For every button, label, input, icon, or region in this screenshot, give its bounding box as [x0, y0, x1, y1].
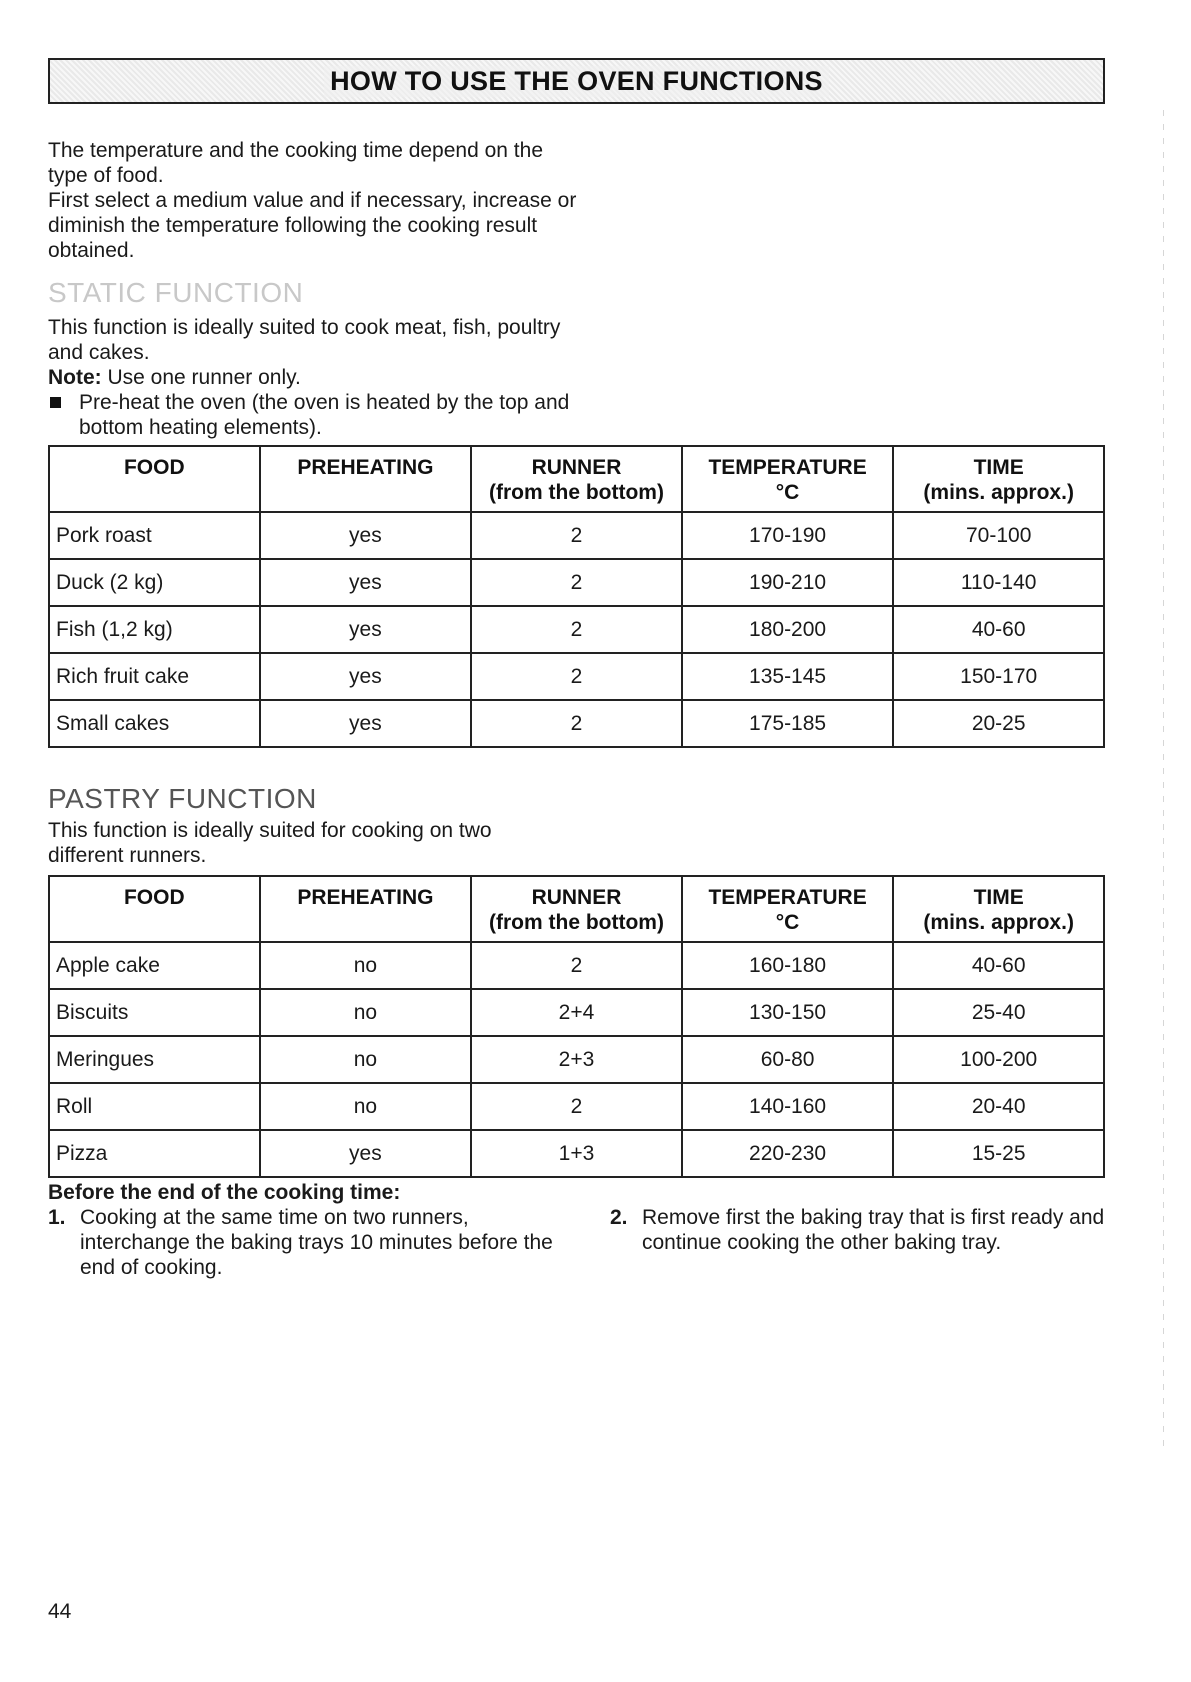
cell-time: 110-140: [893, 559, 1104, 606]
cell-food: Pizza: [49, 1130, 260, 1177]
table-row: [49, 512, 1104, 559]
intro-line: obtained.: [48, 239, 135, 262]
header-food: FOOD: [49, 876, 260, 942]
cell-preheating: yes: [260, 1130, 472, 1177]
cell-preheating: yes: [260, 606, 472, 653]
step-number: 2.: [610, 1206, 628, 1229]
cell-preheating: yes: [260, 559, 472, 606]
cell-food: Rich fruit cake: [49, 653, 260, 700]
cell-temperature: 170-190: [682, 512, 894, 559]
before-end-heading: Before the end of the cooking time:: [48, 1181, 401, 1204]
table-row: [49, 653, 1104, 700]
header-food: FOOD: [49, 446, 260, 512]
page-title: HOW TO USE THE OVEN FUNCTIONS: [324, 66, 829, 97]
pastry-function-heading: PASTRY FUNCTION: [48, 783, 317, 814]
cell-temperature: 130-150: [682, 989, 894, 1036]
static-note: [48, 365, 568, 390]
cell-preheating: no: [260, 942, 472, 989]
static-description: [48, 315, 568, 440]
pastry-desc-line: different runners.: [48, 844, 207, 867]
cell-time: 150-170: [893, 653, 1104, 700]
table-row: [49, 606, 1104, 653]
cell-runner: 2: [471, 653, 682, 700]
cell-preheating: yes: [260, 700, 472, 747]
cell-preheating: no: [260, 1036, 472, 1083]
note-text: Use one runner only.: [101, 366, 301, 389]
cell-food: Apple cake: [49, 942, 260, 989]
cell-time: 20-40: [893, 1083, 1104, 1130]
bullet-line: Pre-heat the oven (the oven is heated by the top and: [79, 391, 570, 414]
header-temperature: TEMPERATURE °C: [682, 876, 894, 942]
table-row: [49, 1036, 1104, 1083]
cell-runner: 2+4: [471, 989, 682, 1036]
cell-runner: 2: [471, 1083, 682, 1130]
cell-time: 25-40: [893, 989, 1104, 1036]
cell-time: 100-200: [893, 1036, 1104, 1083]
cell-temperature: 190-210: [682, 559, 894, 606]
before-end-section: [48, 1180, 1105, 1279]
table-row: [49, 989, 1104, 1036]
cell-runner: 2+3: [471, 1036, 682, 1083]
header-preheating: PREHEATING: [260, 876, 472, 942]
cell-temperature: 60-80: [682, 1036, 894, 1083]
table-header-row: [49, 876, 1104, 942]
scan-edge-divider: [1163, 110, 1164, 1450]
cell-temperature: 160-180: [682, 942, 894, 989]
cell-runner: 1+3: [471, 1130, 682, 1177]
table-row: [49, 942, 1104, 989]
header-runner: RUNNER (from the bottom): [471, 446, 682, 512]
static-function-heading: STATIC FUNCTION: [48, 277, 304, 308]
page-number: 44: [48, 1600, 72, 1623]
cell-preheating: yes: [260, 653, 472, 700]
intro-line: type of food.: [48, 164, 164, 187]
static-function-table: [48, 445, 1105, 748]
cell-preheating: no: [260, 989, 472, 1036]
pastry-description: [48, 818, 568, 868]
page-title-banner: [48, 58, 1105, 104]
bullet-line: bottom heating elements).: [79, 416, 322, 439]
note-label: Note:: [48, 366, 102, 389]
intro-line: First select a medium value and if necessary, increase or: [48, 189, 577, 212]
static-desc-line: and cakes.: [48, 341, 150, 364]
intro-line: diminish the temperature following the cooking result: [48, 214, 538, 237]
cell-preheating: yes: [260, 512, 472, 559]
cell-temperature: 220-230: [682, 1130, 894, 1177]
cell-time: 15-25: [893, 1130, 1104, 1177]
cell-food: Meringues: [49, 1036, 260, 1083]
header-preheating: PREHEATING: [260, 446, 472, 512]
header-runner: RUNNER (from the bottom): [471, 876, 682, 942]
intro-line: The temperature and the cooking time depend on the: [48, 139, 543, 162]
table-row: [49, 559, 1104, 606]
cell-runner: 2: [471, 606, 682, 653]
static-bullet: [48, 390, 568, 440]
step-number: 1.: [48, 1206, 66, 1229]
cell-food: Fish (1,2 kg): [49, 606, 260, 653]
table-header-row: [49, 446, 1104, 512]
cell-runner: 2: [471, 559, 682, 606]
header-time: TIME (mins. approx.): [893, 876, 1104, 942]
cell-runner: 2: [471, 942, 682, 989]
cell-temperature: 135-145: [682, 653, 894, 700]
static-desc-line: This function is ideally suited to cook meat, fish, poultry: [48, 316, 561, 339]
intro-paragraph: [48, 138, 577, 263]
cell-runner: 2: [471, 512, 682, 559]
table-row: [49, 700, 1104, 747]
cell-time: 40-60: [893, 606, 1104, 653]
cell-time: 20-25: [893, 700, 1104, 747]
cell-food: Small cakes: [49, 700, 260, 747]
header-time: TIME (mins. approx.): [893, 446, 1104, 512]
cell-temperature: 175-185: [682, 700, 894, 747]
step-text: Cooking at the same time on two runners, interchange the baking trays 10 minutes before the end of cooking.: [80, 1206, 553, 1279]
cell-food: Biscuits: [49, 989, 260, 1036]
cell-time: 40-60: [893, 942, 1104, 989]
table-row: [49, 1130, 1104, 1177]
cell-temperature: 140-160: [682, 1083, 894, 1130]
square-bullet-icon: [50, 397, 61, 408]
cell-preheating: no: [260, 1083, 472, 1130]
cell-food: Pork roast: [49, 512, 260, 559]
cell-temperature: 180-200: [682, 606, 894, 653]
cell-food: Roll: [49, 1083, 260, 1130]
cell-food: Duck (2 kg): [49, 559, 260, 606]
pastry-desc-line: This function is ideally suited for cooking on two: [48, 819, 492, 842]
cell-time: 70-100: [893, 512, 1104, 559]
cell-runner: 2: [471, 700, 682, 747]
header-temperature: TEMPERATURE °C: [682, 446, 894, 512]
step-text: Remove first the baking tray that is first ready and continue cooking the other baking tray.: [642, 1206, 1105, 1254]
table-row: [49, 1083, 1104, 1130]
pastry-function-table: [48, 875, 1105, 1178]
